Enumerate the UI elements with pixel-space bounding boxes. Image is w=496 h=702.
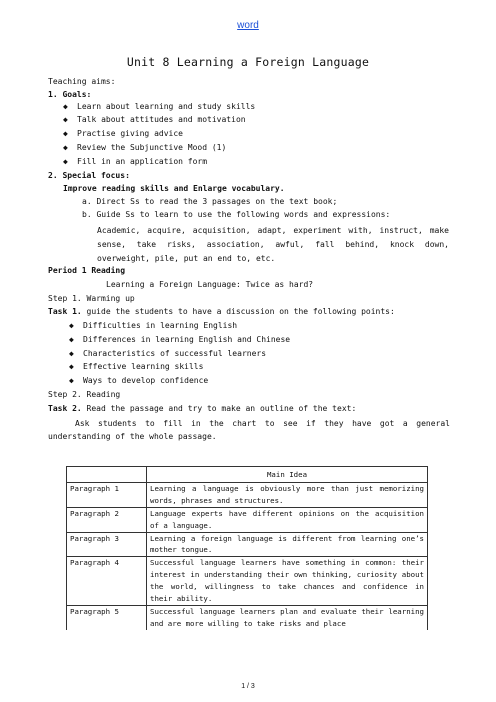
teaching-aims-label: Teaching aims: bbox=[48, 77, 116, 86]
diamond-bullet-icon: ◆ bbox=[69, 376, 74, 385]
task1-text: guide the students to have a discussion on the following points: bbox=[86, 307, 395, 316]
goal-item: ◆ Practise giving advice bbox=[63, 129, 183, 138]
table-row bbox=[67, 532, 428, 557]
diamond-bullet-icon: ◆ bbox=[63, 102, 68, 111]
paragraph-label: Paragraph 1 bbox=[67, 482, 147, 507]
task1-label: Task 1. bbox=[48, 307, 82, 316]
task2-label: Task 2. bbox=[48, 404, 82, 413]
diamond-bullet-icon: ◆ bbox=[63, 115, 68, 124]
step2-heading: Step 2. Reading bbox=[48, 390, 121, 399]
goal-item: ◆ Review the Subjunctive Mood (1) bbox=[63, 143, 227, 152]
paragraph-label: Paragraph 2 bbox=[67, 507, 147, 532]
task2-line bbox=[48, 404, 356, 414]
table-header-empty bbox=[67, 467, 147, 483]
table-row bbox=[67, 482, 428, 507]
paragraph-main-idea: Learning a language is obviously more than just memorizing words, phrases and structures. bbox=[147, 482, 428, 507]
paragraph-main-idea: Language experts have different opinions on the acquisition of a language. bbox=[147, 507, 428, 532]
special-focus-subheading: Improve reading skills and Enlarge vocabulary. bbox=[63, 184, 285, 193]
period-heading: Period 1 Reading bbox=[48, 266, 126, 275]
goals-heading: 1. Goals: bbox=[48, 90, 92, 99]
goal-item: ◆ Learn about learning and study skills bbox=[63, 102, 256, 111]
diamond-bullet-icon: ◆ bbox=[63, 157, 68, 166]
diamond-bullet-icon: ◆ bbox=[69, 335, 74, 344]
task1-item: ◆ Ways to develop confidence bbox=[69, 376, 209, 385]
focus-item-a: a. Direct Ss to read the 3 passages on the text book; bbox=[82, 197, 338, 206]
header-word-link[interactable]: word bbox=[237, 20, 259, 31]
task1-item: ◆ Characteristics of successful learners bbox=[69, 349, 267, 358]
focus-item-b: b. Guide Ss to learn to use the following words and expressions: bbox=[82, 210, 391, 219]
diamond-bullet-icon: ◆ bbox=[69, 349, 74, 358]
paragraph-main-idea: Successful language learners have something in common: their interest in understanding their own thinking, curiosity about the world, willingness to take chances and confidence in their ability. bbox=[147, 557, 428, 606]
diamond-bullet-icon: ◆ bbox=[63, 129, 68, 138]
task1-item: ◆ Effective learning skills bbox=[69, 362, 204, 371]
diamond-bullet-icon: ◆ bbox=[63, 143, 68, 152]
paragraph-main-idea: Successful language learners plan and evaluate their learning and are more willing to take risks and place bbox=[147, 605, 428, 629]
page-number: 1 / 3 bbox=[241, 683, 255, 690]
goal-item: ◆ Talk about attitudes and motivation bbox=[63, 115, 246, 124]
paragraph-main-idea: Learning a foreign language is different from learning one’s mother tongue. bbox=[147, 532, 428, 557]
task1-item: ◆ Difficulties in learning English bbox=[69, 321, 238, 330]
diamond-bullet-icon: ◆ bbox=[69, 321, 74, 330]
diamond-bullet-icon: ◆ bbox=[69, 362, 74, 371]
table-row bbox=[67, 507, 428, 532]
table-row bbox=[67, 605, 428, 629]
paragraph-label: Paragraph 3 bbox=[67, 532, 147, 557]
page-title: Unit 8 Learning a Foreign Language bbox=[126, 55, 370, 69]
step1-heading: Step 1. Warming up bbox=[48, 294, 135, 303]
task2-paragraph: Ask students to fill in the chart to see if they have got a general understanding of the whole passage. bbox=[48, 419, 450, 441]
task2-text: Read the passage and try to make an outline of the text: bbox=[86, 404, 357, 413]
table-header-main-idea: Main Idea bbox=[147, 467, 428, 483]
paragraph-label: Paragraph 5 bbox=[67, 605, 147, 629]
outline-table bbox=[66, 466, 428, 630]
reading-subtitle: Learning a Foreign Language: Twice as hard? bbox=[106, 280, 314, 289]
paragraph-label: Paragraph 4 bbox=[67, 557, 147, 606]
vocabulary-list: Academic, acquire, acquisition, adapt, experiment with, instruct, make sense, take risks, association, awful, fall behind, knock down, overweight, pile, put an end to, etc. bbox=[97, 226, 449, 263]
task1-line bbox=[48, 307, 395, 317]
task1-item: ◆ Differences in learning English and Chinese bbox=[69, 335, 291, 344]
goal-item: ◆ Fill in an application form bbox=[63, 157, 208, 166]
special-focus-heading: 2. Special focus: bbox=[48, 171, 130, 180]
table-row bbox=[67, 557, 428, 606]
table-header-row bbox=[67, 467, 428, 483]
